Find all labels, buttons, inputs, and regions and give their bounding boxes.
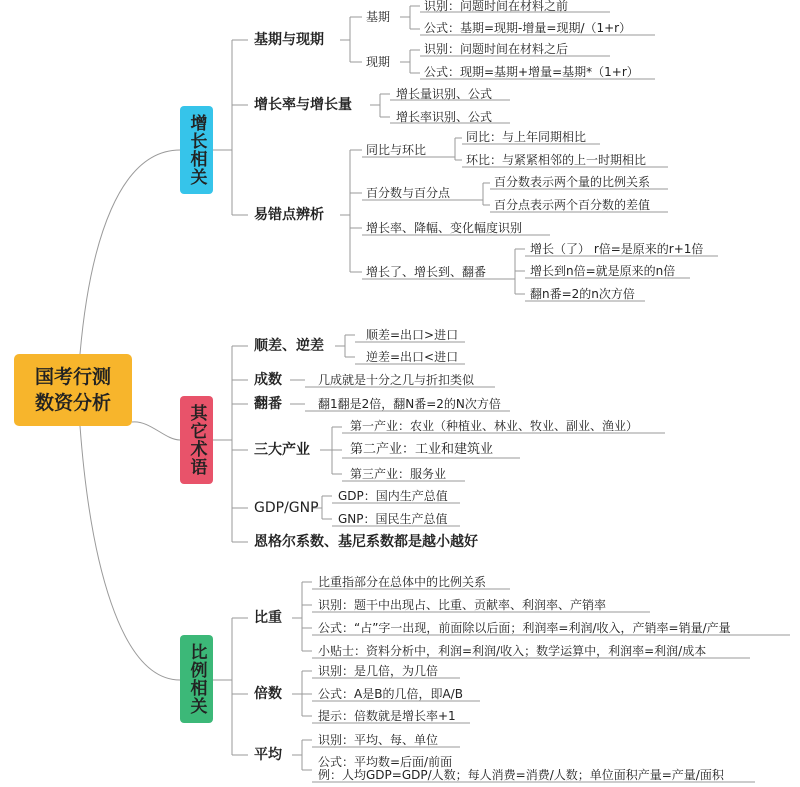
node-gdp[interactable]: GDP：国内生产总值 — [338, 489, 448, 503]
node-yoy-mom[interactable]: 同比与环比 — [366, 143, 427, 157]
node-average-identify[interactable]: 识别：平均、每、单位 — [318, 733, 439, 747]
node-point[interactable]: 百分点表示两个百分数的差值 — [494, 198, 651, 212]
node-multiple-identify[interactable]: 识别：是几倍，为几倍 — [318, 664, 439, 678]
node-multiple-formula[interactable]: 公式：A是B的几倍，即A/B — [318, 687, 463, 701]
category-growth[interactable] — [180, 106, 213, 194]
node-average[interactable]: 平均 — [254, 747, 282, 763]
node-increase-terms[interactable]: 增长了、增长到、翻番 — [366, 265, 487, 279]
node-base-period[interactable]: 基期 — [366, 10, 391, 24]
node-primary-industry[interactable]: 第一产业：农业（种植业、林业、牧业、副业、渔业） — [350, 419, 639, 433]
root-label: 国考行测 数资分析 — [34, 366, 111, 414]
node-rate-decline[interactable]: 增长率、降幅、变化幅度识别 — [366, 221, 523, 235]
category-ratio-label: 比例相关 — [186, 643, 207, 715]
root-node[interactable] — [14, 354, 132, 426]
node-surplus-deficit[interactable]: 顺差、逆差 — [254, 338, 324, 354]
node-growth-rate-amount[interactable]: 增长率与增长量 — [254, 97, 352, 113]
node-increase-by[interactable]: 增长（了） r倍=是原来的r+1倍 — [530, 242, 704, 256]
node-fanfan[interactable]: 翻番 — [254, 396, 282, 412]
node-multiple[interactable]: 倍数 — [254, 686, 282, 702]
category-terms-label: 其它术语 — [186, 404, 207, 476]
category-ratio[interactable] — [180, 635, 213, 723]
node-percent-point[interactable]: 百分数与百分点 — [366, 186, 451, 200]
node-engel-gini[interactable]: 恩格尔系数、基尼系数都是越小越好 — [254, 534, 478, 550]
node-yoy[interactable]: 同比：与上年同期相比 — [466, 130, 587, 144]
node-tertiary-industry[interactable]: 第三产业：服务业 — [350, 467, 447, 481]
node-proportion-def[interactable]: 比重指部分在总体中的比例关系 — [318, 575, 487, 589]
category-terms[interactable] — [180, 396, 213, 484]
node-increase-to[interactable]: 增长到n倍=就是原来的n倍 — [530, 264, 676, 278]
node-surplus[interactable]: 顺差=出口>进口 — [366, 328, 459, 342]
node-percent[interactable]: 百分数表示两个量的比例关系 — [494, 175, 651, 189]
node-mom[interactable]: 环比：与紧紧相邻的上一时期相比 — [466, 153, 647, 167]
node-gnp[interactable]: GNP：国民生产总值 — [338, 512, 448, 526]
node-deficit[interactable]: 逆差=出口<进口 — [366, 350, 459, 364]
node-base-formula[interactable]: 公式：基期=现期-增量=现期/（1+r） — [424, 21, 632, 35]
node-proportion[interactable]: 比重 — [254, 610, 282, 626]
node-current-identify[interactable]: 识别：问题时间在材料之后 — [424, 42, 569, 56]
node-average-formula[interactable]: 公式：平均数=后面/前面 — [318, 755, 453, 769]
node-current-formula[interactable]: 公式：现期=基期+增量=基期*（1+r） — [424, 65, 639, 79]
node-cheng[interactable]: 成数 — [254, 372, 282, 388]
category-growth-label: 增长相关 — [186, 114, 207, 186]
node-proportion-identify[interactable]: 识别：题干中出现占、比重、贡献率、利润率、产销率 — [318, 598, 607, 612]
node-cheng-desc[interactable]: 几成就是十分之几与折扣类似 — [318, 373, 475, 387]
node-fanfan-desc[interactable]: 翻1翻是2倍，翻N番=2的N次方倍 — [318, 397, 501, 411]
node-double-n[interactable]: 翻n番=2的n次方倍 — [530, 287, 635, 301]
node-multiple-tip[interactable]: 提示：倍数就是增长率+1 — [318, 709, 456, 723]
node-growth-amount[interactable]: 增长量识别、公式 — [396, 87, 493, 101]
node-growth-rate[interactable]: 增长率识别、公式 — [396, 110, 493, 124]
node-gdp-gnp[interactable]: GDP/GNP — [254, 500, 319, 516]
node-average-example[interactable]: 例：人均GDP=GDP/人数；每人消费=消费/人数；单位面积产量=产量/面积 — [318, 768, 724, 782]
node-error-prone[interactable]: 易错点辨析 — [254, 207, 324, 223]
node-three-industries[interactable]: 三大产业 — [254, 442, 310, 458]
node-proportion-tip[interactable]: 小贴士：资料分析中，利润=利润/收入；数学运算中，利润率=利润/成本 — [318, 644, 707, 658]
node-base-identify[interactable]: 识别：问题时间在材料之前 — [424, 0, 569, 13]
node-current-period[interactable]: 现期 — [366, 55, 391, 69]
node-secondary-industry[interactable]: 第二产业：工业和建筑业 — [350, 442, 494, 457]
node-base-current[interactable]: 基期与现期 — [254, 32, 324, 48]
node-proportion-formula[interactable]: 公式：“占”字一出现，前面除以后面；利润率=利润/收入，产销率=销量/产量 — [318, 621, 731, 635]
